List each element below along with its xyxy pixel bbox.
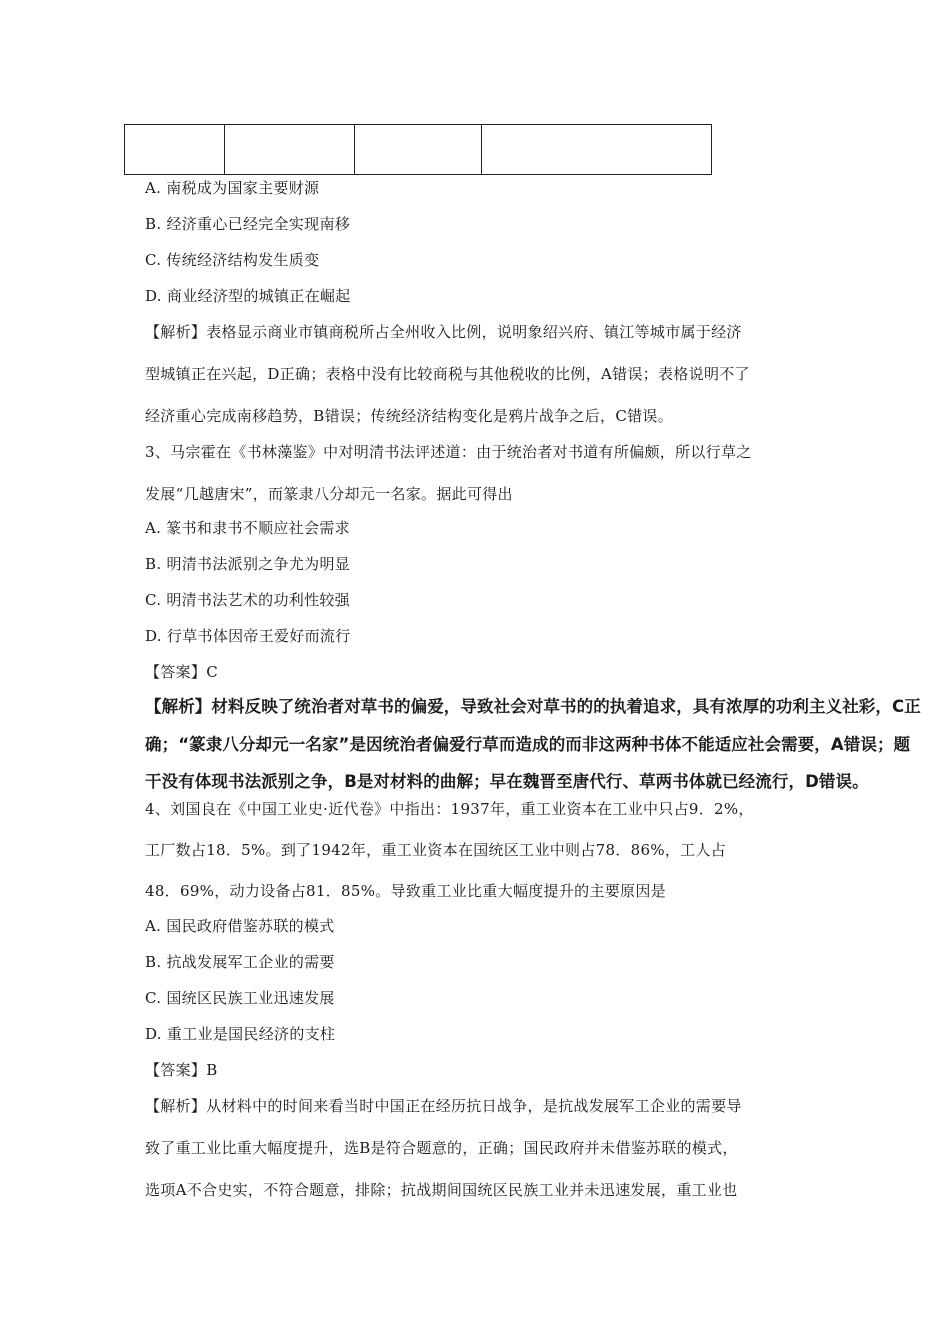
q3-analysis-line: 确；“篆隶八分却元一名家”是因统治者偏爱行草而造成的而非这两种书体不能适应社会需要，A错误；题	[145, 735, 911, 754]
q3-stem-line: 发展“几越唐宋”，而篆隶八分却元一名家。据此可得出	[145, 485, 513, 503]
table-row	[125, 125, 712, 175]
q4-option-d: D. 重工业是国民经济的支柱	[145, 1025, 336, 1043]
table-cell	[225, 125, 355, 175]
q3-answer: 【答案】C	[145, 663, 218, 681]
q4-option-b: B. 抗战发展军工企业的需要	[145, 953, 335, 971]
q4-stem-line: 48．69%，动力设备占81．85%。导致重工业比重大幅度提升的主要原因是	[145, 882, 666, 900]
q3-option-c: C. 明清书法艺术的功利性较强	[145, 591, 350, 609]
q4-option-c: C. 国统区民族工业迅速发展	[145, 989, 335, 1007]
q4-answer: 【答案】B	[145, 1061, 218, 1079]
q3-option-d: D. 行草书体因帝王爱好而流行	[145, 627, 351, 645]
table-cell	[482, 125, 712, 175]
q2-option-c: C. 传统经济结构发生质变	[145, 251, 320, 269]
q2-option-a: A. 南税成为国家主要财源	[145, 179, 320, 197]
data-table	[124, 124, 712, 175]
q2-option-b: B. 经济重心已经完全实现南移	[145, 215, 351, 233]
table-cell	[125, 125, 225, 175]
q3-stem-line: 3、马宗霍在《书林藻鉴》中对明清书法评述道：由于统治者对书道有所偏颇，所以行草之	[145, 443, 752, 461]
q4-analysis-line: 致了重工业比重大幅度提升，选B是符合题意的，正确；国民政府并未借鉴苏联的模式，	[145, 1139, 738, 1157]
q3-analysis-line: 【解析】材料反映了统治者对草书的偏爱，导致社会对草书的的执着追求，具有浓厚的功利主义社彩，C正	[145, 697, 921, 716]
q3-option-b: B. 明清书法派别之争尤为明显	[145, 555, 351, 573]
q3-analysis-line: 干没有体现书法派别之争，B是对材料的曲解；早在魏晋至唐代行、草两书体就已经流行，D错误。	[145, 772, 869, 791]
q4-stem-line: 工厂数占18．5%。到了1942年，重工业资本在国统区工业中则占78．86%，工人占	[145, 841, 727, 859]
table-cell	[355, 125, 482, 175]
q2-analysis-line: 型城镇正在兴起，D正确；表格中没有比较商税与其他税收的比例，A错误；表格说明不了	[145, 365, 750, 383]
q4-analysis-line: 【解析】从材料中的时间来看当时中国正在经历抗日战争，是抗战发展军工企业的需要导	[145, 1097, 742, 1115]
q2-option-d: D. 商业经济型的城镇正在崛起	[145, 287, 351, 305]
q4-stem-line: 4、刘国良在《中国工业史·近代卷》中指出：1937年，重工业资本在工业中只占9．2%，	[145, 800, 754, 818]
q4-analysis-line: 选项A不合史实，不符合题意，排除；抗战期间国统区民族工业并未迅速发展，重工业也	[145, 1181, 738, 1199]
q2-analysis-line: 【解析】表格显示商业市镇商税所占全州收入比例，说明象绍兴府、镇江等城市属于经济	[145, 323, 742, 341]
q3-option-a: A. 篆书和隶书不顺应社会需求	[145, 519, 350, 537]
q4-option-a: A. 国民政府借鉴苏联的模式	[145, 917, 335, 935]
q2-analysis-line: 经济重心完成南移趋势，B错误；传统经济结构变化是鸦片战争之后，C错误。	[145, 407, 674, 425]
